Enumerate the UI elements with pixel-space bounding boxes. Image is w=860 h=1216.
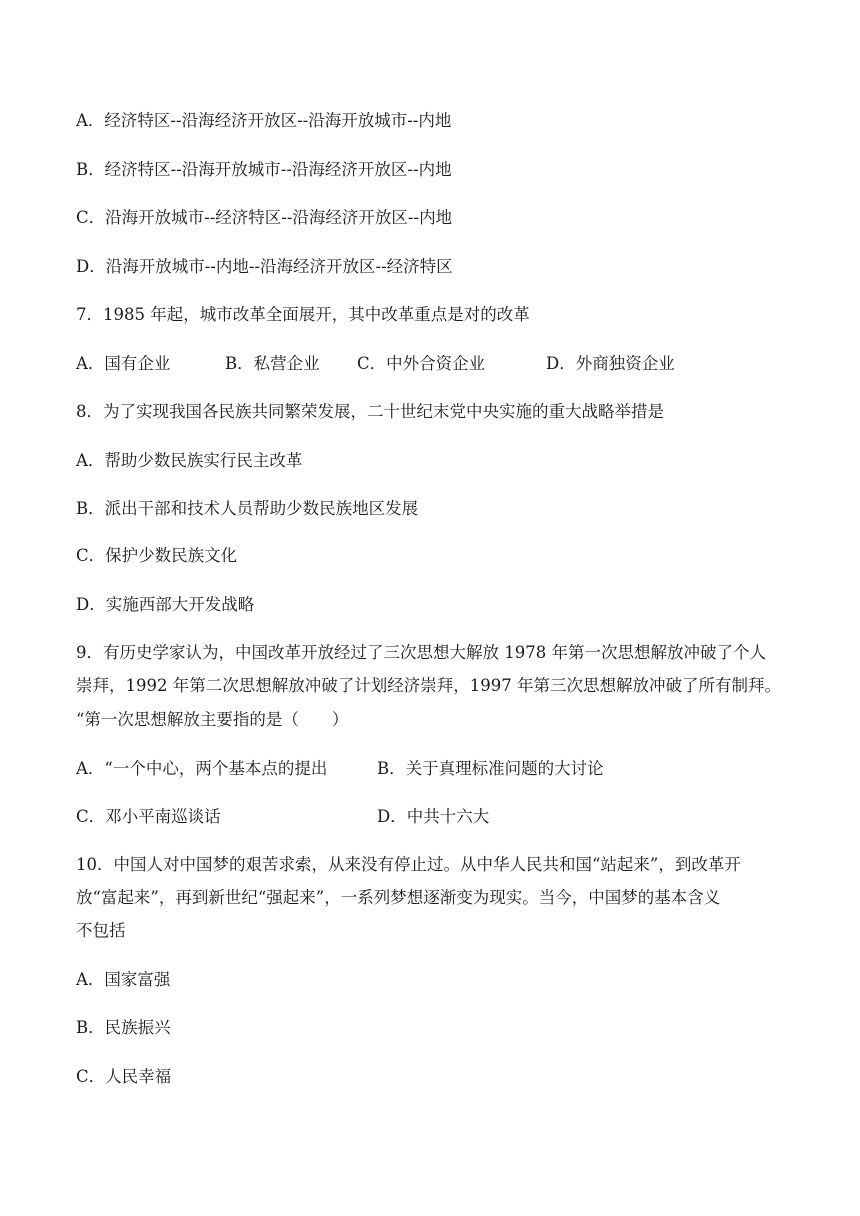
- q10-stem-line-1: 10．中国人对中国梦的艰苦求索，从来没有停止过。从中华人民共和国“站起来”，到改革开: [76, 855, 741, 874]
- q9-stem-line-2: 崇拜，1992 年第二次思想解放冲破了计划经济崇拜，1997 年第三次思想解放冲破了所有制拜。: [76, 676, 781, 695]
- q8-option-a: A．帮助少数民族实行民主改革: [76, 451, 303, 470]
- q10-option-c: C．人民幸福: [76, 1067, 172, 1086]
- q8-option-b: B．派出干部和技术人员帮助少数民族地区发展: [76, 499, 419, 518]
- q8-stem: 8．为了实现我国各民族共同繁荣发展，二十世纪末党中央实施的重大战略举措是: [76, 402, 664, 421]
- q8-option-c: C．保护少数民族文化: [76, 546, 238, 565]
- q9-option-c: C．邓小平南巡谈话: [76, 807, 221, 826]
- q7-option-d: D．外商独资企业: [546, 354, 675, 373]
- q6-option-b: B．经济特区--沿海开放城市--沿海经济开放区--内地: [76, 160, 452, 179]
- q7-option-c: C．中外合资企业: [357, 354, 486, 373]
- q9-option-d: D．中共十六大: [377, 807, 490, 826]
- q10-stem-line-2: 放“富起来”，再到新世纪“强起来”，一系列梦想逐渐变为现实。当今，中国梦的基本含义: [76, 888, 721, 907]
- q6-option-c: C．沿海开放城市--经济特区--沿海经济开放区--内地: [76, 208, 453, 227]
- q6-option-a: A．经济特区--沿海经济开放区--沿海开放城市--内地: [76, 111, 452, 130]
- q9-stem-line-1: 9．有历史学家认为，中国改革开放经过了三次思想大解放 1978 年第一次思想解放冲破了个人: [76, 643, 766, 662]
- q7-stem: 7．1985 年起，城市改革全面展开，其中改革重点是对的改革: [76, 305, 530, 324]
- q9-stem-line-3: “第一次思想解放主要指的是（ ）: [76, 710, 349, 729]
- q9-option-a: A．“一个中心，两个基本点的提出: [76, 759, 328, 778]
- q7-option-b: B．私营企业: [225, 354, 320, 373]
- q10-option-b: B．民族振兴: [76, 1018, 171, 1037]
- q7-option-a: A．国有企业: [76, 354, 171, 373]
- q9-option-b: B．关于真理标准问题的大讨论: [377, 759, 604, 778]
- q6-option-d: D．沿海开放城市--内地--沿海经济开放区--经济特区: [76, 257, 453, 276]
- q8-option-d: D．实施西部大开发战略: [76, 595, 255, 614]
- q10-stem-line-3: 不包括: [76, 921, 126, 940]
- q10-option-a: A．国家富强: [76, 970, 171, 989]
